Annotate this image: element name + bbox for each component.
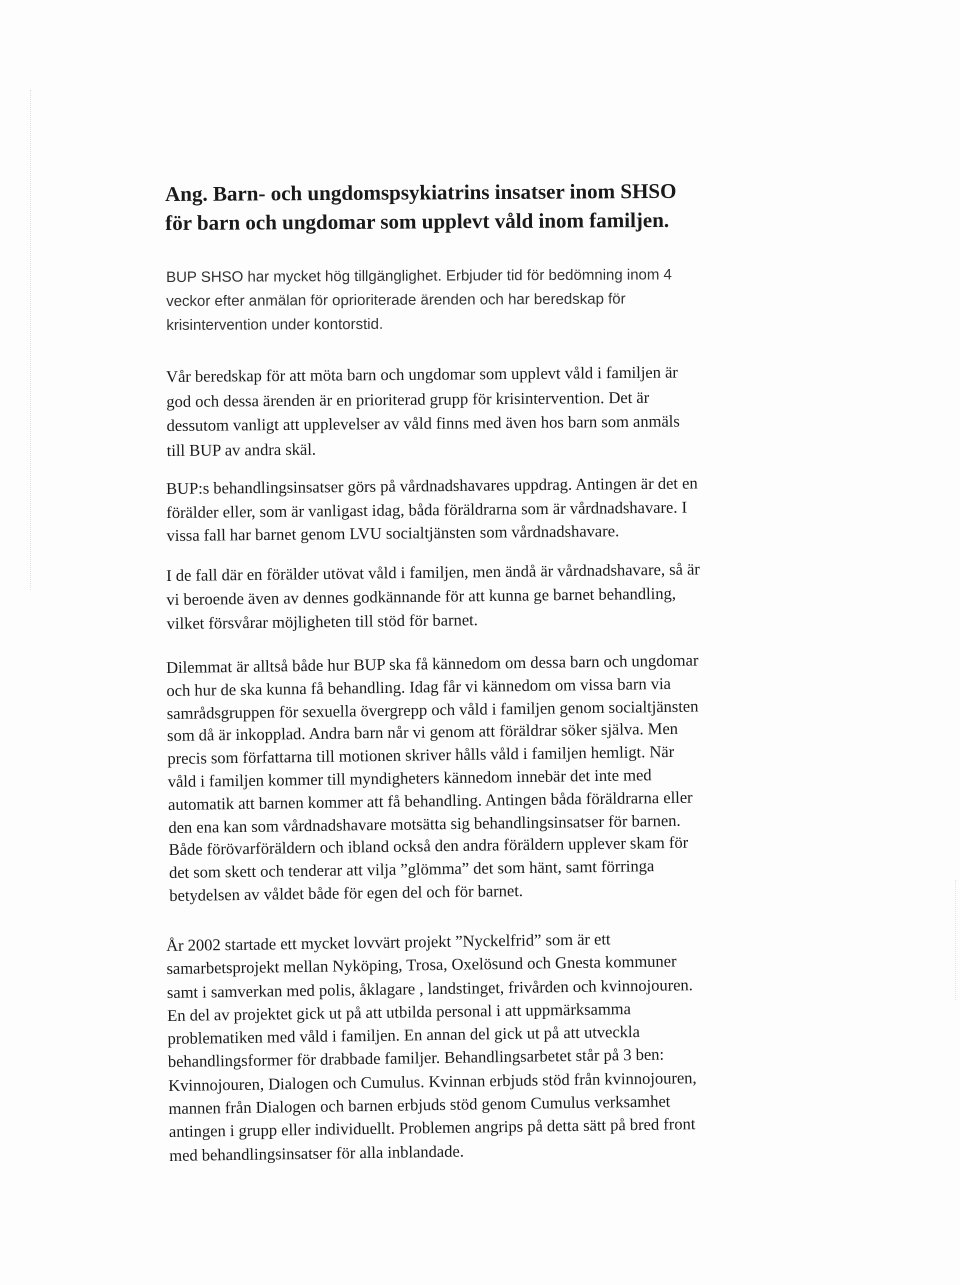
text-line: betydelsen av våldet både för egen del och för barnet. xyxy=(169,881,524,905)
text-line: BUP SHSO har mycket hög tillgänglighet. Erbjuder tid för bedömning inom 4 xyxy=(166,266,672,286)
text-line: Vår beredskap för att möta barn och ungdomar som upplevt våld i familjen är xyxy=(166,362,678,386)
text-line: automatik att barnen kommer att få behandling. Antingen båda föräldrarna eller xyxy=(167,787,693,814)
text-line: Både förövarföräldern och ibland också den andra föräldern upplever skam för xyxy=(168,833,689,860)
text-line: Kvinnojouren, Dialogen och Cumulus. Kvinnan erbjuds stöd från kvinnojouren, xyxy=(168,1067,697,1095)
text-line: förälder eller, som är vanligast idag, båda föräldrarna som är vårdnadshavare. I xyxy=(166,497,688,522)
text-line: BUP:s behandlingsinsatser görs på vårdnadshavares uppdrag. Antingen är det en xyxy=(166,473,698,498)
text-line: samt i samverkan med polis, åklagare , landstinget, frivården och kvinnojouren. xyxy=(166,974,693,1002)
text-line: antingen i grupp eller individuellt. Problemen angrips på detta sätt på bred front xyxy=(168,1114,696,1142)
paragraph-consent xyxy=(166,556,847,636)
paragraph-nyckelfrid xyxy=(166,924,849,1167)
text-line: vilket försvårar möjligheten till stöd för barnet. xyxy=(166,610,478,633)
text-line: samrådsgruppen för sexuella övergrepp och våld i familjen genom socialtjänsten xyxy=(166,696,699,723)
paragraph-dilemma xyxy=(166,648,849,908)
text-line: Dilemmat är alltså både hur BUP ska få kännedom om dessa barn och ungdomar xyxy=(166,650,699,677)
text-line: problematiken med våld i familjen. En annan del gick ut på att utveckla xyxy=(167,1022,641,1049)
text-line: till BUP av andra skäl. xyxy=(166,439,317,460)
text-line: En del av projektet gick ut på att utbilda personal i att uppmärksamma xyxy=(167,999,632,1025)
text-line: och hur de ska kunna få behandling. Idag får vi kännedom om vissa barn via xyxy=(166,673,672,700)
title-line: för barn och ungdomar som upplevt våld inom familjen. xyxy=(165,207,670,235)
text-line: År 2002 startade ett mycket lovvärt projekt ”Nyckelfrid” som är ett xyxy=(166,929,611,955)
text-line: veckor efter anmälan för oprioriterade ärenden och har beredskap för xyxy=(166,290,626,310)
text-line: precis som författarna till motionen skriver hålls våld i familjen hemligt. När xyxy=(167,742,675,769)
text-line: behandlingsformer för drabbade familjer. Behandlingsarbetet står på 3 ben: xyxy=(167,1045,665,1072)
text-line: vissa fall har barnet genom LVU socialtjänsten som vårdnadshavare. xyxy=(166,521,620,545)
text-line: I de fall där en förälder utövat våld i familjen, men ändå är vårdnadshavare, så är xyxy=(166,559,700,585)
text-line: mannen från Dialogen och barnen erbjuds stöd genom Cumulus verksamhet xyxy=(168,1091,671,1119)
text-line: vi beroende även av dennes godkännande för att kunna ge barnet behandling, xyxy=(166,583,676,609)
text-line: som då är inkopplad. Andra barn når vi genom att föräldrar söker själva. Men xyxy=(166,719,679,746)
paragraph-availability xyxy=(166,262,846,338)
text-line: den ena kan som vårdnadshavare motsätta sig behandlingsinsatser för barnen. xyxy=(168,810,681,837)
scan-margin-marks xyxy=(30,90,35,590)
text-line: dessutom vanligt att upplevelser av våld finns med även hos barn som anmäls xyxy=(166,411,680,435)
text-line: samarbetsprojekt mellan Nyköping, Trosa, Oxelösund och Gnesta kommuner xyxy=(166,951,677,979)
paragraph-preparedness xyxy=(166,359,847,463)
title-line: Ang. Barn- och ungdomspsykiatrins insatser inom SHSO xyxy=(165,178,677,206)
paragraph-guardian-mandate xyxy=(166,470,847,548)
text-line: med behandlingsinsatser för alla inblandade. xyxy=(169,1141,465,1165)
text-line: det som skett och tenderar att vilja ”glömma” det som hänt, samt förringa xyxy=(168,856,655,883)
text-line: våld i familjen kommer till myndigheters kännedom innebär det inte med xyxy=(167,765,652,791)
text-line: krisintervention under kontorstid. xyxy=(166,315,384,334)
document-title xyxy=(165,176,865,238)
text-line: god och dessa ärenden är en prioriterad grupp för krisintervention. Det är xyxy=(166,387,650,411)
scan-margin-marks-right xyxy=(955,880,958,1000)
